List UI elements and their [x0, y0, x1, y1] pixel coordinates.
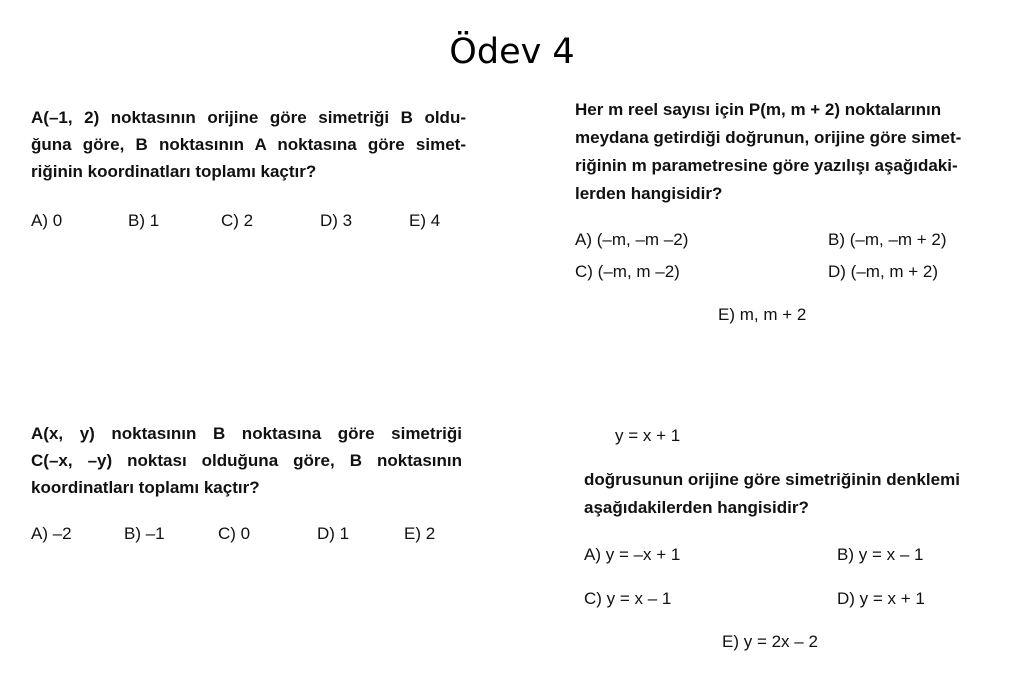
question-1-option-b[interactable]: B) 1 [128, 211, 160, 230]
question-3-text [31, 420, 462, 501]
question-2-option-c[interactable]: C) (–m, m –2) [575, 262, 680, 281]
question-1-line: riğinin koordinatları toplamı kaçtır? [31, 162, 317, 181]
question-1-option-c[interactable]: C) 2 [221, 211, 254, 230]
question-2-line: lerden hangisidir? [575, 184, 723, 203]
question-4-text [584, 466, 1014, 522]
question-4-line: aşağıdakilerden hangisidir? [584, 498, 809, 517]
question-4-equation: y = x + 1 [615, 426, 681, 445]
question-4-option-c[interactable]: C) y = x – 1 [584, 589, 672, 608]
question-4-line: doğrusunun orijine göre simetriğinin denklemi [584, 470, 960, 489]
question-1-option-a[interactable]: A) 0 [31, 211, 63, 230]
question-2-option-d[interactable]: D) (–m, m + 2) [828, 262, 939, 281]
question-1-line: ğuna göre, B noktasının A noktasına göre simet- [31, 135, 466, 154]
question-4-option-d[interactable]: D) y = x + 1 [837, 589, 925, 608]
page-title: Ödev 4 [449, 32, 575, 72]
question-2 [575, 96, 1006, 208]
question-1-line: A(–1, 2) noktasının orijine göre simetriği B oldu- [31, 108, 466, 127]
question-4-option-e[interactable]: E) y = 2x – 2 [722, 632, 818, 651]
question-3-option-c[interactable]: C) 0 [218, 524, 251, 543]
question-2-option-b[interactable]: B) (–m, –m + 2) [828, 230, 947, 249]
question-3-line: koordinatları toplamı kaçtır? [31, 478, 260, 497]
question-2-line: Her m reel sayısı için P(m, m + 2) noktalarının [575, 100, 942, 119]
question-2-line: meydana getirdiği doğrunun, orijine göre simet- [575, 128, 962, 147]
question-1-option-e[interactable]: E) 4 [409, 211, 441, 230]
question-3-option-d[interactable]: D) 1 [317, 524, 350, 543]
question-3-option-e[interactable]: E) 2 [404, 524, 436, 543]
question-1 [31, 104, 466, 185]
question-1-option-d[interactable]: D) 3 [320, 211, 353, 230]
question-2-line: riğinin m parametresine göre yazılışı aşağıdaki- [575, 156, 958, 175]
question-3-option-b[interactable]: B) –1 [124, 524, 165, 543]
question-4 [584, 466, 1014, 522]
question-2-option-a[interactable]: A) (–m, –m –2) [575, 230, 689, 249]
question-3-line: A(x, y) noktasının B noktasına göre simetriği [31, 424, 462, 443]
question-4-option-b[interactable]: B) y = x – 1 [837, 545, 924, 564]
question-4-option-a[interactable]: A) y = –x + 1 [584, 545, 681, 564]
question-2-option-e[interactable]: E) m, m + 2 [718, 305, 807, 324]
question-3-line: C(–x, –y) noktası olduğuna göre, B noktasının [31, 451, 462, 470]
question-1-text [31, 104, 466, 185]
question-3 [31, 420, 462, 501]
question-3-option-a[interactable]: A) –2 [31, 524, 72, 543]
question-2-text [575, 96, 1006, 208]
